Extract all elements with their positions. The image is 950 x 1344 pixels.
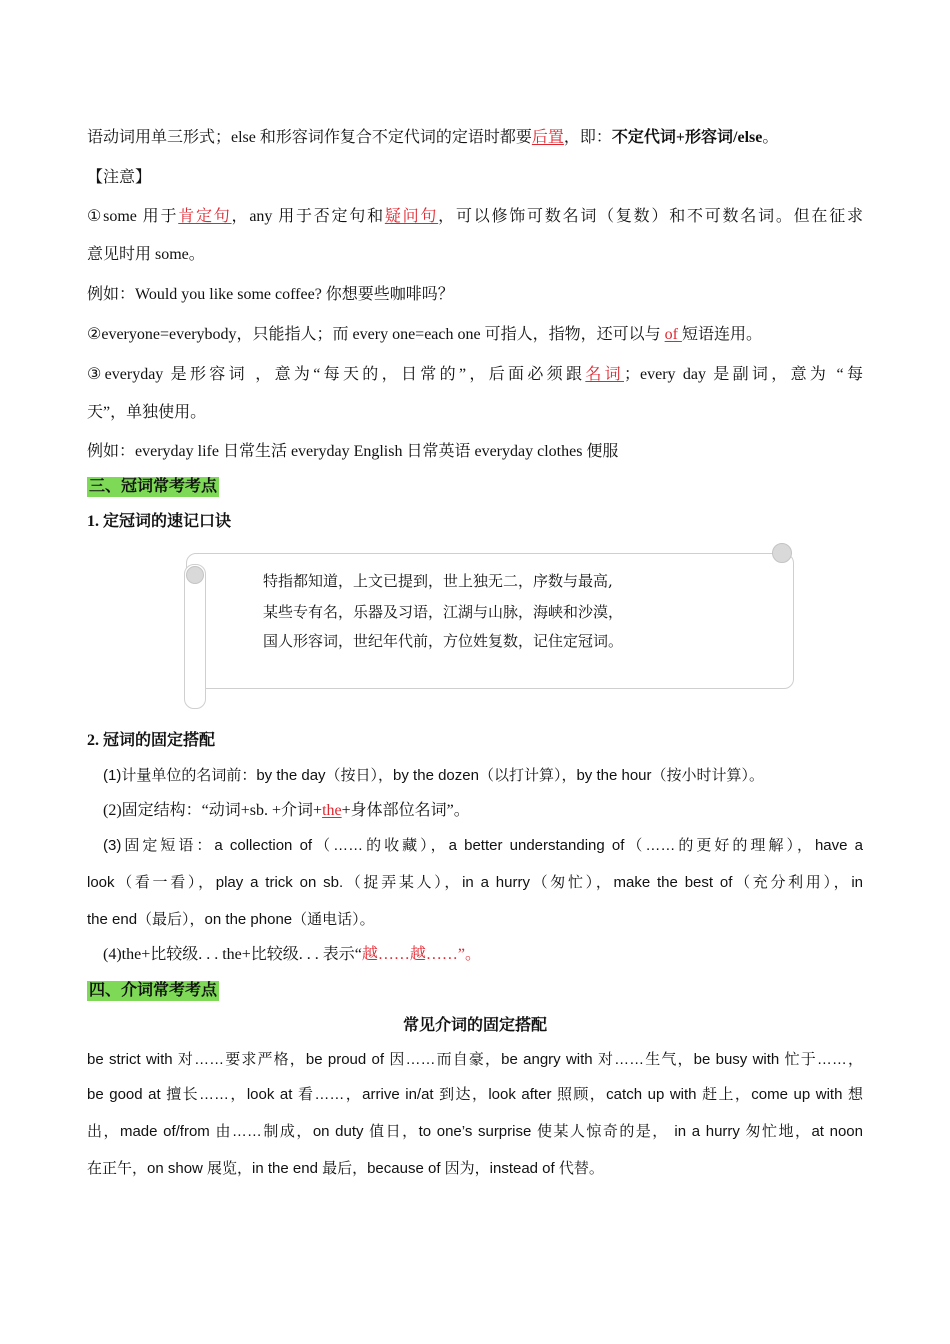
preposition-line: be good at 擅长……，look at 看……，arrive in/at 到达，look after 照顾，catch up with 赶上，come up with 想 xyxy=(87,1086,863,1103)
note-3 xyxy=(87,365,863,385)
article-item-3: (3)固定短语：a collection of（……的收藏），a better understanding of（……的更好的理解），have a xyxy=(103,837,863,854)
scroll-curl-icon xyxy=(772,543,792,563)
text: ；every day 是副词，意为 “每 xyxy=(623,366,863,383)
article-item-4 xyxy=(103,945,481,965)
example-2: 例如：everyday life 日常生活 everyday English 日常英语 everyday clothes 便服 xyxy=(87,443,619,460)
verse-line: 国人形容词，世纪年代前，方位姓复数，记住定冠词。 xyxy=(263,632,624,650)
article-item-1: (1)计量单位的名词前：by the day（按日），by the dozen（以打计算），by the hour（按小时计算）。 xyxy=(103,767,764,784)
highlight-word: of xyxy=(664,326,682,343)
text: ③everyday 是形容词 ，意为“每天的，日常的”，后面必须跟 xyxy=(87,366,586,383)
text: ，any 用于否定句和 xyxy=(231,208,385,225)
prepositions-title: 常见介词的固定搭配 xyxy=(402,1017,547,1034)
highlight-word: 名词 xyxy=(585,366,624,383)
text: ，即： xyxy=(563,129,612,146)
note-2 xyxy=(87,325,762,345)
article-item-3-continued: look（看一看），play a trick on sb.（捉弄某人），in a hurry（匆忙），make the best of（充分利用），in xyxy=(87,874,863,891)
section-heading-prepositions: 四、介词常考考点 xyxy=(89,982,218,999)
text: ①some 用于 xyxy=(87,208,179,225)
subheading-fixed-collocations: 2. 冠词的固定搭配 xyxy=(87,732,216,749)
text: ”。 xyxy=(457,946,482,963)
highlight-word: the xyxy=(322,802,342,819)
article-item-2 xyxy=(103,801,470,821)
preposition-line: be strict with 对……要求严格，be proud of 因……而自豪，be angry with 对……生气，be busy with 忙于……， xyxy=(87,1051,863,1068)
highlight-word: 越……越…… xyxy=(361,946,458,963)
verse-line: 某些专有名，乐器及习语，江湖与山脉，海峡和沙漠， xyxy=(263,603,624,621)
preposition-line: 在正午，on show 展览，in the end 最后，because of 因为，instead of 代替。 xyxy=(87,1160,604,1177)
text: 。 xyxy=(762,129,779,146)
note-3-continued: 天”，单独使用。 xyxy=(87,404,207,421)
preposition-line: 出，made of/from 由……制成，on duty 值日，to one’s surprise 使某人惊奇的是， in a hurry 匆忙地，at noon xyxy=(87,1123,863,1140)
text: 短语连用。 xyxy=(681,326,762,343)
section-heading-articles: 三、冠词常考考点 xyxy=(89,478,218,495)
highlight-word: 后置 xyxy=(531,129,564,146)
scroll-roll xyxy=(184,564,206,709)
note-header: 【注意】 xyxy=(87,169,152,186)
highlight-word: 疑问句 xyxy=(384,208,439,225)
text: 语动词用单三形式；else 和形容词作复合不定代词的定语时都要 xyxy=(87,129,532,146)
paragraph-line xyxy=(87,128,778,148)
example-1: 例如：Would you like some coffee? 你想要些咖啡吗？ xyxy=(87,286,454,303)
highlight-word: 肯定句 xyxy=(178,208,232,225)
note-1 xyxy=(87,207,863,227)
article-item-3-continued: the end（最后），on the phone（通电话）。 xyxy=(87,911,375,928)
verse-line: 特指都知道，上文已提到，世上独无二，序数与最高, xyxy=(263,572,613,590)
note-1-continued: 意见时用 some。 xyxy=(87,246,205,263)
scroll-curl-icon xyxy=(186,566,204,584)
text: (4)the+比较级. . . the+比较级. . . 表示“ xyxy=(103,946,362,963)
text: ②everyone=everybody，只能指人；而 every one=each one 可指人，指物，还可以与 xyxy=(87,326,665,343)
text: +身体部位名词”。 xyxy=(341,802,470,819)
bold-formula: 不定代词+形容词/else xyxy=(611,129,763,146)
text: ，可以修饰可数名词（复数）和不可数名词。但在征求 xyxy=(438,208,863,225)
text: (2)固定结构：“动词+sb. +介词+ xyxy=(103,802,323,819)
subheading-definite-article: 1. 定冠词的速记口诀 xyxy=(87,513,232,530)
